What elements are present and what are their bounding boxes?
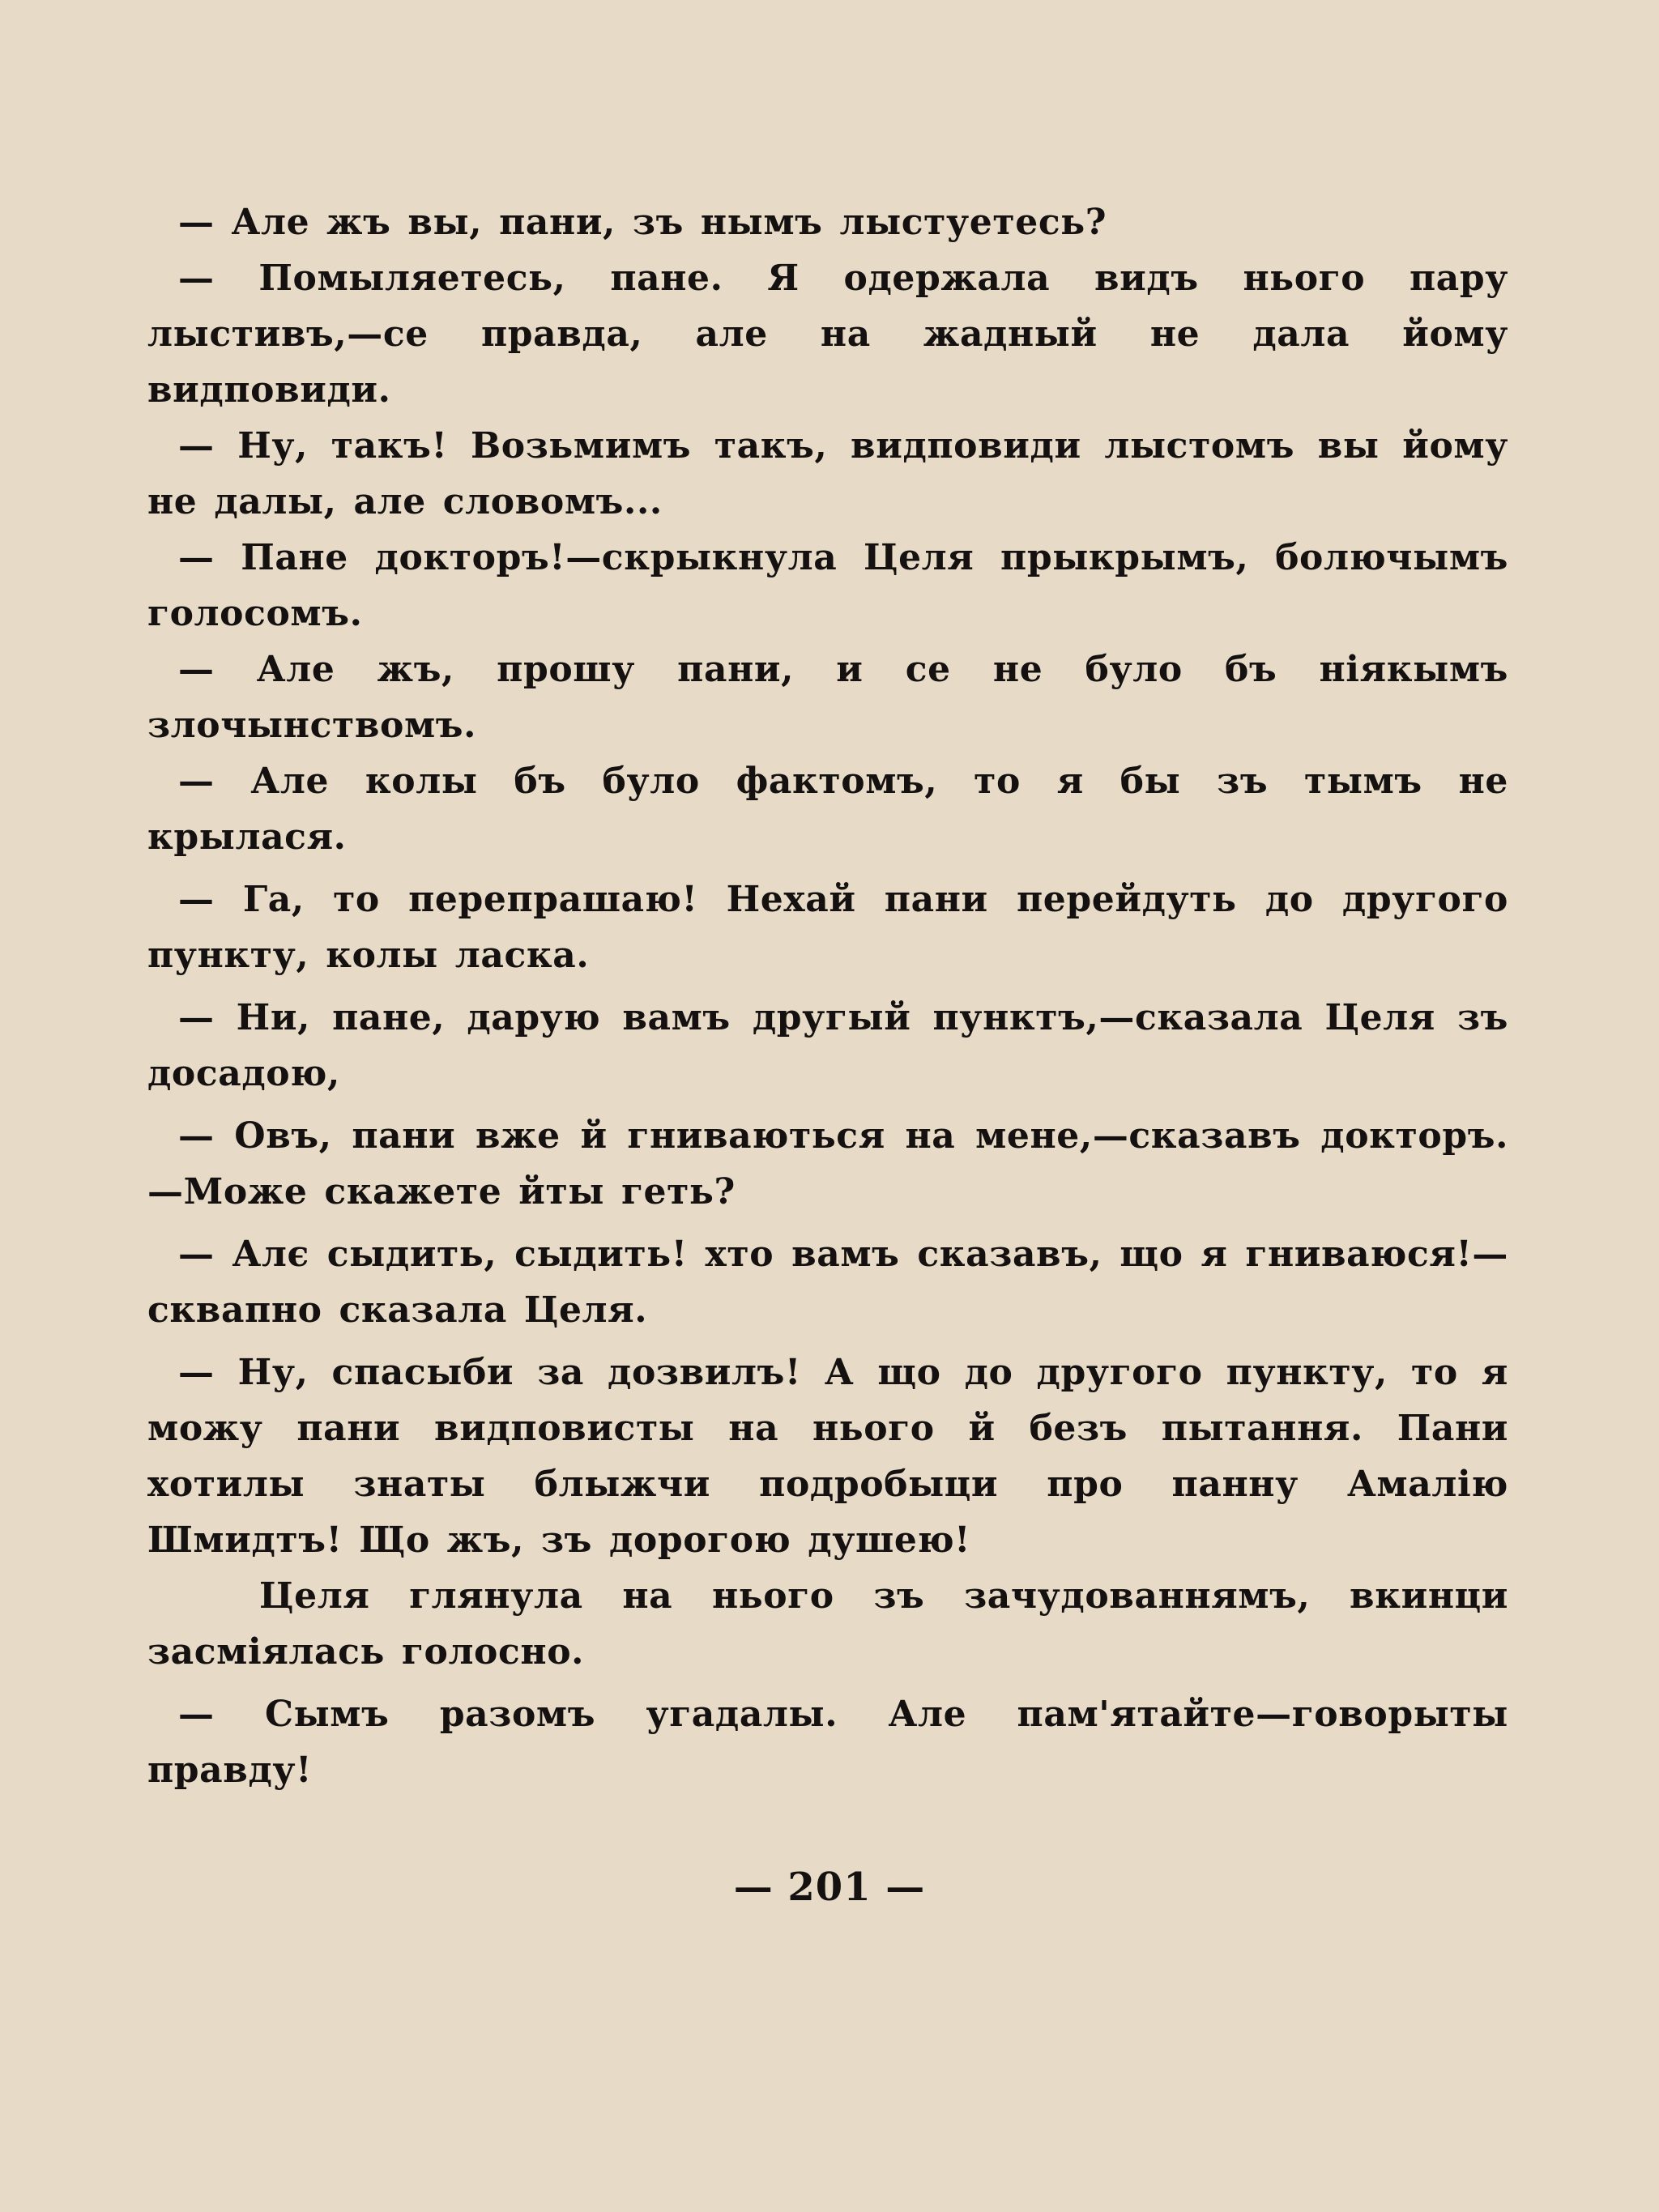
paragraph-8: — Ни, пане, дарую вамъ другый пунктъ,—сказала Целя зъ досадою, (147, 997, 1508, 1094)
paragraph-13: — Сымъ разомъ угадалы. Але пам'ятайте—говорыты правду! (147, 1694, 1508, 1791)
paragraph-11: — Ну, спасыби за дозвилъ! А що до другого пункту, то я можу пани видповисты на нього й безъ пытання. Пани хотилы знаты блыжчи подробыци про панну Амалію Шмидтъ! Що жъ, зъ дорогою душею! (147, 1352, 1508, 1561)
page-text-block (147, 194, 1508, 1798)
paragraph-5: — Але жъ, прошу пани, и се не було бъ ніякымъ злочынствомъ. (147, 649, 1508, 746)
paragraph-9: — Овъ, пани вже й гниваються на мене,—сказавъ докторъ.—Може скажете йты геть? (147, 1115, 1508, 1213)
page-number: — 201 — (733, 1865, 926, 1910)
paragraph-7: — Га, то перепрашаю! Нехай пани перейдуть до другого пункту, колы ласка. (147, 879, 1508, 976)
paragraph-3: — Ну, такъ! Возьмимъ такъ, видповиди лыстомъ вы йому не далы, але словомъ... (147, 425, 1508, 522)
paragraph-12: Целя глянула на нього зъ зачудованнямъ, вкинци засміялась голосно. (147, 1575, 1508, 1673)
paragraph-1: — Але жъ вы, пани, зъ нымъ лыстуетесь? (178, 202, 1107, 243)
paragraph-6: — Але колы бъ було фактомъ, то я бы зъ тымъ не крылася. (147, 761, 1508, 858)
paragraph-4: — Пане докторъ!—скрыкнула Целя прыкрымъ, болючымъ голосомъ. (147, 537, 1508, 634)
paragraph-2: — Помыляетесь, пане. Я одержала видъ нього пару лыстивъ,—се правда, але на жадный не дала йому видповиди. (147, 258, 1508, 411)
paragraph-10: — Алє сыдить, сыдить! хто вамъ сказавъ, що я гниваюся!—сквапно сказала Целя. (147, 1234, 1508, 1331)
